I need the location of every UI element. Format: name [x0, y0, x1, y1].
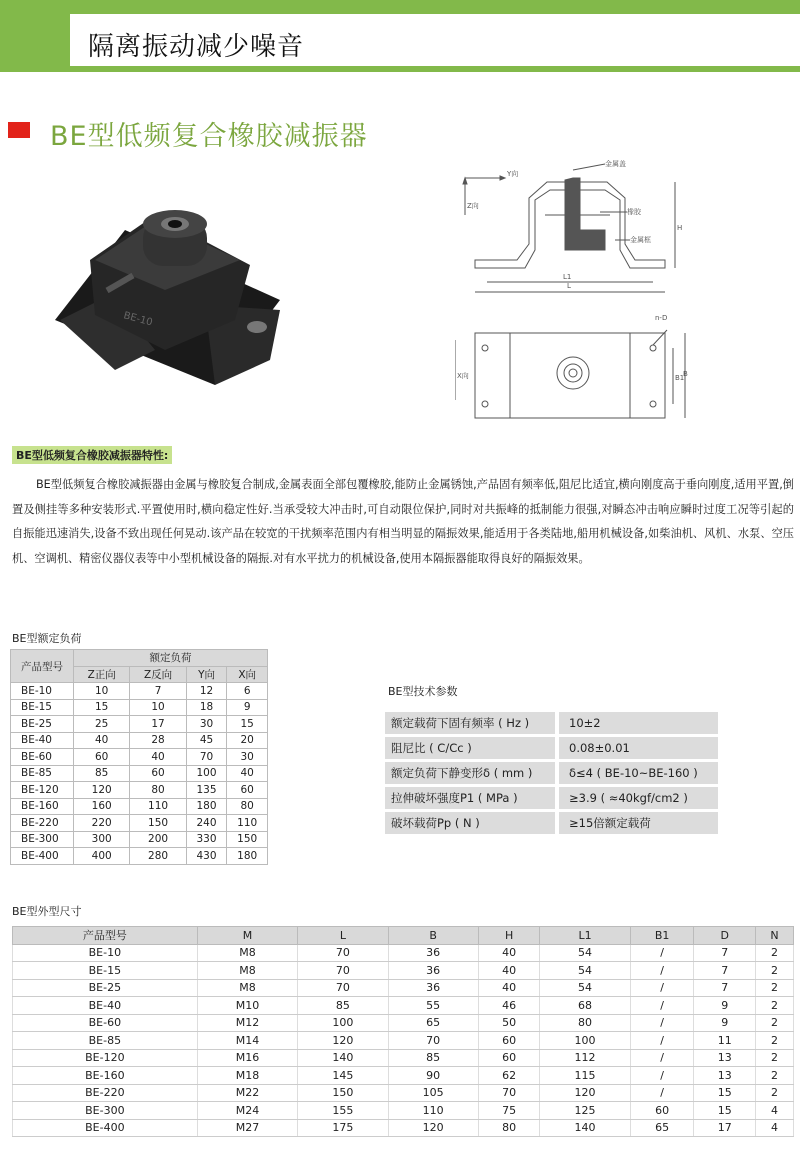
dim-model-cell: BE-60 — [13, 1014, 198, 1032]
dim-value-cell: 145 — [298, 1067, 388, 1085]
load-value-cell: 60 — [130, 765, 186, 782]
load-col-header: X向 — [227, 666, 268, 683]
b1-label: B1 — [675, 374, 685, 382]
dim-model-cell: BE-15 — [13, 962, 198, 980]
dim-value-cell: 80 — [478, 1119, 540, 1137]
load-value-cell: 28 — [130, 732, 186, 749]
dim-model-cell: BE-40 — [13, 997, 198, 1015]
dim-value-cell: M8 — [197, 979, 298, 997]
load-value-cell: 100 — [186, 765, 227, 782]
dim-value-cell: 65 — [630, 1119, 694, 1137]
dim-value-cell: 9 — [694, 1014, 756, 1032]
spec-label: 破坏载荷Pp ( N ) — [385, 812, 555, 834]
load-value-cell: 30 — [227, 749, 268, 766]
load-value-cell: 110 — [130, 798, 186, 815]
load-model-cell: BE-120 — [11, 782, 74, 799]
load-model-cell: BE-10 — [11, 683, 74, 700]
dim-value-cell: 40 — [478, 979, 540, 997]
dim-col-header: D — [694, 927, 756, 945]
n-hole-label: n-D — [655, 314, 668, 322]
load-table-row — [11, 765, 268, 782]
dim-value-cell: 112 — [540, 1049, 630, 1067]
spec-row — [385, 762, 718, 786]
dim-value-cell: 2 — [756, 962, 794, 980]
load-value-cell: 180 — [227, 848, 268, 865]
dim-value-cell: / — [630, 1032, 694, 1050]
dim-value-cell: 85 — [388, 1049, 478, 1067]
dim-value-cell: 4 — [756, 1102, 794, 1120]
load-value-cell: 10 — [130, 699, 186, 716]
red-marker — [8, 122, 30, 138]
spec-label: 额定负荷下静变形δ ( mm ) — [385, 762, 555, 784]
load-model-header: 产品型号 — [11, 650, 74, 683]
dim-value-cell: 2 — [756, 1067, 794, 1085]
dim-table-row — [13, 1032, 794, 1050]
dim-value-cell: 13 — [694, 1067, 756, 1085]
dim-table-row — [13, 1014, 794, 1032]
load-col-header: Y向 — [186, 666, 227, 683]
dim-value-cell: 150 — [298, 1084, 388, 1102]
load-model-cell: BE-25 — [11, 716, 74, 733]
dim-value-cell: M8 — [197, 962, 298, 980]
specs-title: BE型技术参数 — [388, 685, 458, 698]
dim-value-cell: M12 — [197, 1014, 298, 1032]
dim-value-cell: 50 — [478, 1014, 540, 1032]
dim-value-cell: 90 — [388, 1067, 478, 1085]
load-value-cell: 220 — [74, 815, 130, 832]
technical-drawing — [455, 160, 690, 420]
dim-value-cell: 80 — [540, 1014, 630, 1032]
dim-table-row — [13, 1102, 794, 1120]
load-value-cell: 150 — [130, 815, 186, 832]
dim-value-cell: 120 — [540, 1084, 630, 1102]
h-label: H — [677, 224, 683, 232]
product-title: BE型低频复合橡胶减振器 — [50, 121, 368, 152]
spec-value: 10±2 — [559, 712, 718, 734]
load-value-cell: 80 — [227, 798, 268, 815]
load-value-cell: 180 — [186, 798, 227, 815]
load-table-row — [11, 782, 268, 799]
spec-value: ≥15倍额定载荷 — [559, 812, 718, 834]
load-group-header: 额定负荷 — [74, 650, 268, 667]
load-value-cell: 330 — [186, 831, 227, 848]
dim-value-cell: 2 — [756, 1032, 794, 1050]
dim-value-cell: 140 — [540, 1119, 630, 1137]
load-value-cell: 40 — [130, 749, 186, 766]
dim-value-cell: 15 — [694, 1084, 756, 1102]
dim-value-cell: 60 — [630, 1102, 694, 1120]
load-value-cell: 400 — [74, 848, 130, 865]
dim-table-row — [13, 1049, 794, 1067]
dim-value-cell: 100 — [298, 1014, 388, 1032]
spec-row — [385, 787, 718, 811]
load-value-cell: 110 — [227, 815, 268, 832]
dim-value-cell: 100 — [540, 1032, 630, 1050]
dim-value-cell: 2 — [756, 944, 794, 962]
dim-value-cell: 2 — [756, 1049, 794, 1067]
dim-value-cell: 110 — [388, 1102, 478, 1120]
page-title: 隔离振动减少噪音 — [88, 32, 305, 62]
dim-value-cell: / — [630, 997, 694, 1015]
dim-value-cell: 75 — [478, 1102, 540, 1120]
dim-value-cell: 105 — [388, 1084, 478, 1102]
load-model-cell: BE-220 — [11, 815, 74, 832]
dim-value-cell: 13 — [694, 1049, 756, 1067]
dim-table-row — [13, 944, 794, 962]
load-value-cell: 45 — [186, 732, 227, 749]
dim-value-cell: 7 — [694, 944, 756, 962]
dim-value-cell: 54 — [540, 962, 630, 980]
l1-label: L1 — [563, 273, 572, 281]
load-value-cell: 40 — [74, 732, 130, 749]
dim-value-cell: 36 — [388, 944, 478, 962]
dim-col-header: M — [197, 927, 298, 945]
dim-table-row — [13, 979, 794, 997]
load-table-row — [11, 798, 268, 815]
dim-value-cell: 60 — [478, 1032, 540, 1050]
dim-table — [12, 926, 794, 1137]
load-value-cell: 160 — [74, 798, 130, 815]
dim-value-cell: M14 — [197, 1032, 298, 1050]
z-dir-label: Z向 — [467, 202, 479, 210]
rubber-label: 橡胶 — [627, 208, 641, 216]
dim-value-cell: 36 — [388, 979, 478, 997]
spec-row — [385, 737, 718, 761]
dim-value-cell: 9 — [694, 997, 756, 1015]
dim-value-cell: / — [630, 944, 694, 962]
load-model-cell: BE-15 — [11, 699, 74, 716]
load-table-row — [11, 831, 268, 848]
dim-value-cell: 70 — [298, 944, 388, 962]
load-value-cell: 17 — [130, 716, 186, 733]
dim-col-header: H — [478, 927, 540, 945]
dim-value-cell: M18 — [197, 1067, 298, 1085]
load-value-cell: 25 — [74, 716, 130, 733]
load-table-label: BE型额定负荷 — [12, 632, 82, 645]
dim-model-cell: BE-300 — [13, 1102, 198, 1120]
dim-value-cell: M8 — [197, 944, 298, 962]
load-value-cell: 60 — [74, 749, 130, 766]
spec-value: ≥3.9 ( ≈40kgf/cm2 ) — [559, 787, 718, 809]
dim-value-cell: 36 — [388, 962, 478, 980]
dim-value-cell: 40 — [478, 962, 540, 980]
load-model-cell: BE-160 — [11, 798, 74, 815]
dim-value-cell: M22 — [197, 1084, 298, 1102]
spec-row — [385, 812, 718, 836]
dim-col-header: L1 — [540, 927, 630, 945]
load-value-cell: 12 — [186, 683, 227, 700]
dim-value-cell: 2 — [756, 979, 794, 997]
dim-value-cell: 2 — [756, 997, 794, 1015]
dim-value-cell: 46 — [478, 997, 540, 1015]
dim-table-row — [13, 962, 794, 980]
dim-table-row — [13, 1067, 794, 1085]
dim-value-cell: / — [630, 1049, 694, 1067]
dim-value-cell: M16 — [197, 1049, 298, 1067]
load-model-cell: BE-300 — [11, 831, 74, 848]
load-table-row — [11, 848, 268, 865]
load-value-cell: 150 — [227, 831, 268, 848]
dim-value-cell: 60 — [478, 1049, 540, 1067]
dim-model-cell: BE-120 — [13, 1049, 198, 1067]
load-value-cell: 85 — [74, 765, 130, 782]
dim-model-cell: BE-25 — [13, 979, 198, 997]
load-model-cell: BE-85 — [11, 765, 74, 782]
features-label: BE型低频复合橡胶减振器特性: — [12, 446, 172, 464]
dim-model-cell: BE-10 — [13, 944, 198, 962]
load-value-cell: 240 — [186, 815, 227, 832]
dim-value-cell: 175 — [298, 1119, 388, 1137]
load-value-cell: 30 — [186, 716, 227, 733]
load-value-cell: 80 — [130, 782, 186, 799]
dim-value-cell: 70 — [298, 962, 388, 980]
load-value-cell: 10 — [74, 683, 130, 700]
dim-col-header: B1 — [630, 927, 694, 945]
dim-value-cell: M10 — [197, 997, 298, 1015]
load-value-cell: 18 — [186, 699, 227, 716]
dim-value-cell: 54 — [540, 944, 630, 962]
dim-value-cell: 7 — [694, 962, 756, 980]
load-table-row — [11, 716, 268, 733]
dim-value-cell: / — [630, 1014, 694, 1032]
photo-mark: BE-10 — [122, 310, 154, 329]
dim-value-cell: M27 — [197, 1119, 298, 1137]
dim-value-cell: 11 — [694, 1032, 756, 1050]
dim-value-cell: / — [630, 1084, 694, 1102]
y-dir-label: Y向 — [507, 170, 519, 178]
dim-value-cell: 17 — [694, 1119, 756, 1137]
dim-value-cell: 7 — [694, 979, 756, 997]
dim-model-cell: BE-400 — [13, 1119, 198, 1137]
load-table-row — [11, 683, 268, 700]
l-label: L — [567, 282, 571, 290]
dim-col-header: L — [298, 927, 388, 945]
b-label: B — [683, 370, 688, 378]
dim-value-cell: 120 — [298, 1032, 388, 1050]
load-value-cell: 15 — [74, 699, 130, 716]
dim-value-cell: 62 — [478, 1067, 540, 1085]
load-value-cell: 300 — [74, 831, 130, 848]
load-value-cell: 70 — [186, 749, 227, 766]
dim-value-cell: 68 — [540, 997, 630, 1015]
load-model-cell: BE-40 — [11, 732, 74, 749]
spec-label: 额定载荷下固有频率 ( Hz ) — [385, 712, 555, 734]
load-table-row — [11, 732, 268, 749]
dim-value-cell: 140 — [298, 1049, 388, 1067]
dim-value-cell: / — [630, 962, 694, 980]
dim-table-label: BE型外型尺寸 — [12, 905, 82, 918]
dim-value-cell: 2 — [756, 1084, 794, 1102]
dim-table-row — [13, 1119, 794, 1137]
load-col-header: Z正向 — [74, 666, 130, 683]
load-value-cell: 280 — [130, 848, 186, 865]
dim-value-cell: 85 — [298, 997, 388, 1015]
load-value-cell: 15 — [227, 716, 268, 733]
dim-value-cell: / — [630, 979, 694, 997]
spec-value: δ≤4 ( BE-10~BE-160 ) — [559, 762, 718, 784]
load-value-cell: 120 — [74, 782, 130, 799]
dim-col-header: 产品型号 — [13, 927, 198, 945]
dim-value-cell: 40 — [478, 944, 540, 962]
load-model-cell: BE-400 — [11, 848, 74, 865]
dim-value-cell: 70 — [298, 979, 388, 997]
load-value-cell: 20 — [227, 732, 268, 749]
dim-value-cell: 2 — [756, 1014, 794, 1032]
load-value-cell: 60 — [227, 782, 268, 799]
metal-frame-label: 金属框 — [630, 236, 651, 244]
product-photo — [55, 200, 285, 400]
dim-model-cell: BE-85 — [13, 1032, 198, 1050]
dim-value-cell: 70 — [478, 1084, 540, 1102]
dim-value-cell: / — [630, 1067, 694, 1085]
load-value-cell: 40 — [227, 765, 268, 782]
spec-value: 0.08±0.01 — [559, 737, 718, 759]
spec-label: 拉伸破坏强度P1 ( MPa ) — [385, 787, 555, 809]
features-description: BE型低频复合橡胶减振器由金属与橡胶复合制成,金属表面全部包覆橡胶,能防止金属锈蚀,产品固有频率低,阻尼比适宜,横向刚度高于垂向刚度,适用平置,倒置及侧挂等多种安装形式.平置使用时,横向稳定性好.当承受较大冲击时,可自动限位保护,同时对共振峰的抵制能力很强,对瞬态冲击响应瞬时过度工况等引起的自振能迅速消失,设备不致出现任何晃动.该产品在较宽的干扰频率范围内有相当明显的隔振效果,能适用于各类陆地,船用机械设备,如柴油机、风机、水泵、空压机、空调机、精密仪器仪表等中小型机械设备的隔振.对有水平扰力的机械设备,使用本隔振器能取得良好的隔振效果。 — [12, 478, 794, 566]
dim-col-header: N — [756, 927, 794, 945]
dim-value-cell: 125 — [540, 1102, 630, 1120]
load-value-cell: 7 — [130, 683, 186, 700]
load-value-cell: 6 — [227, 683, 268, 700]
dim-value-cell: 120 — [388, 1119, 478, 1137]
dim-col-header: B — [388, 927, 478, 945]
dim-value-cell: 15 — [694, 1102, 756, 1120]
load-table-row — [11, 815, 268, 832]
dim-value-cell: 65 — [388, 1014, 478, 1032]
dim-model-cell: BE-220 — [13, 1084, 198, 1102]
load-model-cell: BE-60 — [11, 749, 74, 766]
spec-row — [385, 712, 718, 736]
metal-cap-label: 金属盖 — [605, 160, 626, 168]
dim-value-cell: M24 — [197, 1102, 298, 1120]
x-dir-label: X向 — [457, 372, 469, 380]
dim-value-cell: 4 — [756, 1119, 794, 1137]
dim-value-cell: 155 — [298, 1102, 388, 1120]
load-value-cell: 430 — [186, 848, 227, 865]
load-value-cell: 135 — [186, 782, 227, 799]
load-table-row — [11, 749, 268, 766]
dim-value-cell: 54 — [540, 979, 630, 997]
load-value-cell: 200 — [130, 831, 186, 848]
dim-value-cell: 115 — [540, 1067, 630, 1085]
dim-value-cell: 55 — [388, 997, 478, 1015]
dim-value-cell: 70 — [388, 1032, 478, 1050]
load-col-header: Z反向 — [130, 666, 186, 683]
dim-table-row — [13, 1084, 794, 1102]
dim-table-row — [13, 997, 794, 1015]
spec-label: 阻尼比 ( C/Cc ) — [385, 737, 555, 759]
load-table-row — [11, 699, 268, 716]
specs-list — [385, 712, 718, 837]
dim-model-cell: BE-160 — [13, 1067, 198, 1085]
load-table — [10, 649, 268, 865]
load-value-cell: 9 — [227, 699, 268, 716]
